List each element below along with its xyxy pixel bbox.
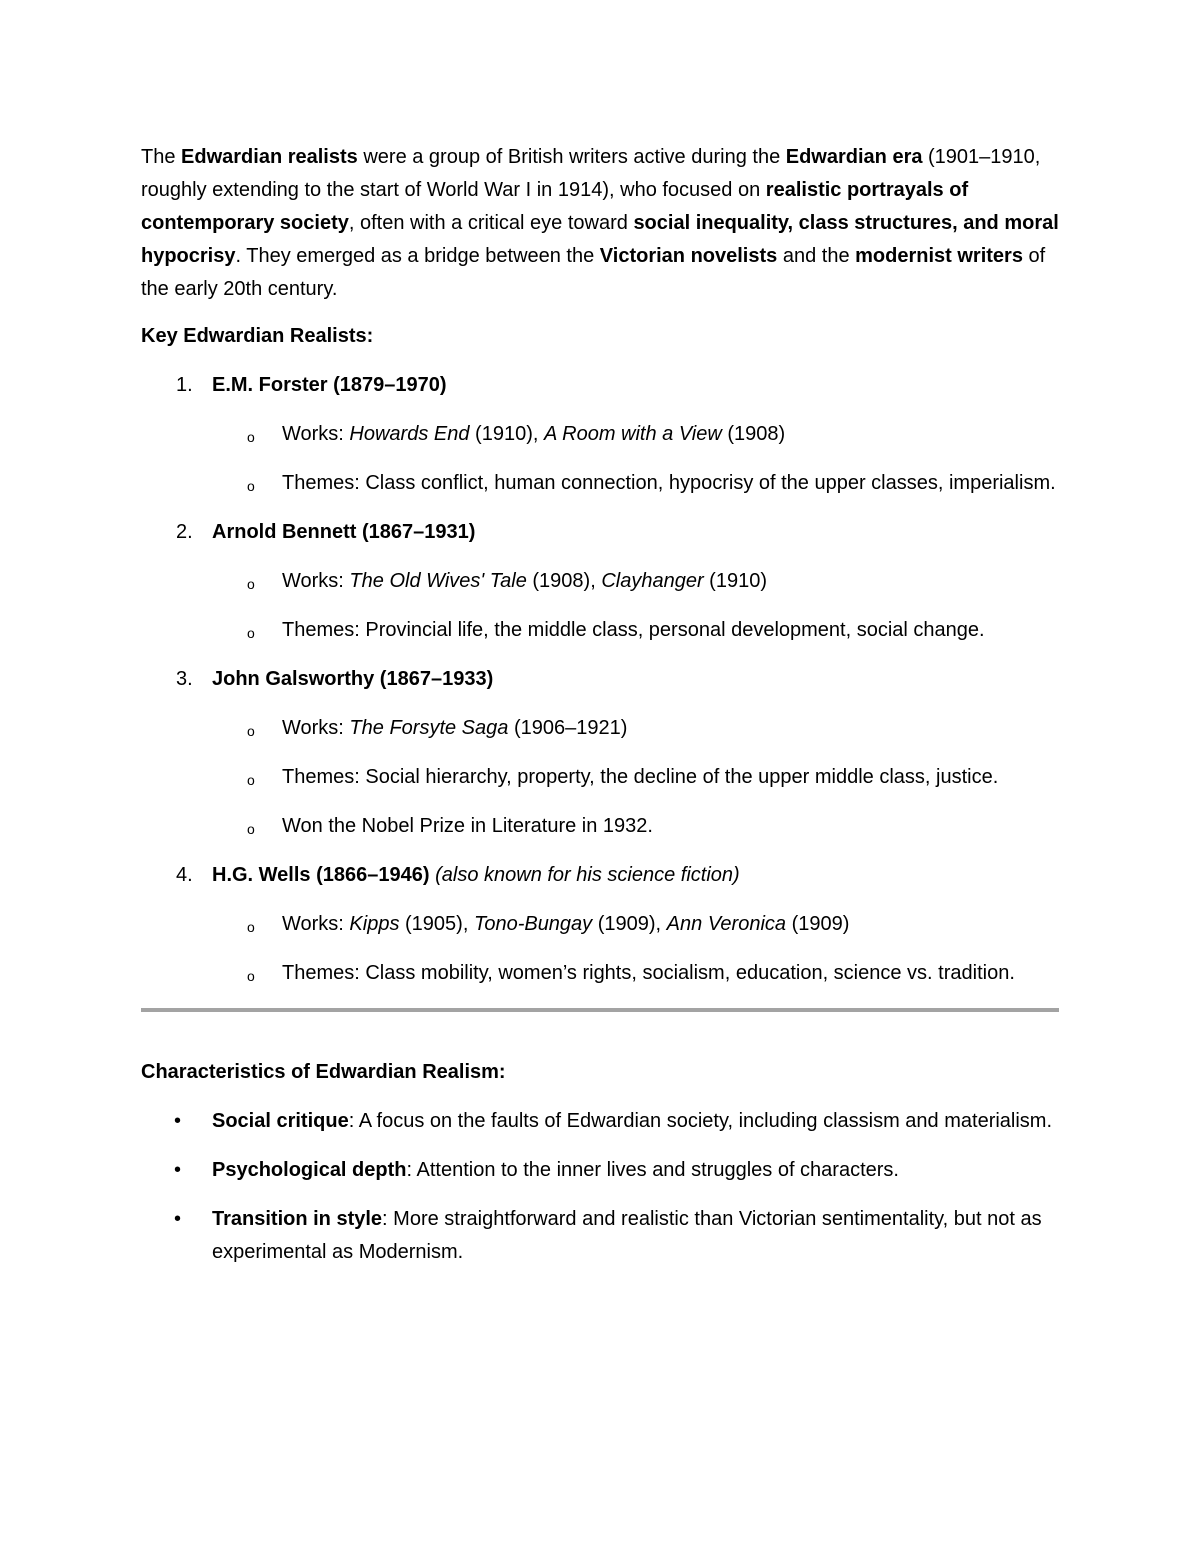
characteristic-text: : Attention to the inner lives and struggles of characters.: [406, 1159, 899, 1181]
intro-bold: modernist writers: [855, 245, 1023, 267]
characteristics-heading: Characteristics of Edwardian Realism:: [141, 1061, 506, 1083]
intro-text: The: [141, 146, 182, 168]
work-title: The Old Wives' Tale: [349, 570, 527, 592]
sub-bullet-icon: o: [247, 478, 255, 494]
works-label: Works:: [282, 717, 350, 739]
author-item: [141, 369, 1061, 402]
bullet-icon: •: [174, 1159, 182, 1181]
bullet-icon: •: [174, 1208, 182, 1230]
intro-text: and the: [777, 245, 856, 267]
key-realists-heading: Key Edwardian Realists:: [141, 325, 374, 347]
works-item: [141, 712, 1061, 745]
sub-bullet-icon: o: [247, 576, 255, 592]
themes-item: [141, 957, 1061, 990]
themes-text: Themes: Provincial life, the middle class, personal development, social change.: [282, 619, 985, 641]
list-number: 4.: [176, 864, 193, 886]
award-item: [141, 810, 1061, 843]
work-title: Ann Veronica: [666, 913, 787, 935]
sub-bullet-icon: o: [247, 772, 255, 788]
author-name: H.G. Wells (1866–1946): [212, 864, 430, 886]
sub-bullet-icon: o: [247, 821, 255, 837]
themes-item: [141, 761, 1061, 794]
works-label: Works:: [282, 423, 350, 445]
work-title: Howards End: [349, 423, 470, 445]
author-item: [141, 859, 1061, 892]
themes-text: Themes: Class mobility, women’s rights, socialism, education, science vs. tradition.: [282, 962, 1015, 984]
work-title: Kipps: [349, 913, 400, 935]
works-item: [141, 565, 1061, 598]
work-title: Tono-Bungay: [473, 913, 593, 935]
horizontal-rule: [141, 1008, 1059, 1012]
works-label: Works:: [282, 570, 350, 592]
intro-text: , often with a critical eye toward: [348, 212, 634, 234]
characteristic-item: [141, 1154, 1061, 1187]
characteristic-text: : More straightforward and realistic than Victorian sentimentality, but not as experimental as Modernism.: [212, 1208, 1042, 1263]
list-number: 2.: [176, 521, 193, 543]
document-body: [141, 141, 1061, 1285]
intro-bold: Victorian novelists: [599, 245, 778, 267]
author-note: (also known for his science fiction): [435, 864, 740, 886]
sub-bullet-icon: o: [247, 919, 255, 935]
intro-text: . They emerged as a bridge between the: [235, 245, 600, 267]
characteristic-term: Psychological depth: [212, 1159, 407, 1181]
work-year: (1905),: [399, 913, 474, 935]
author-item: [141, 516, 1061, 549]
works-label: Works:: [282, 913, 350, 935]
list-number: 3.: [176, 668, 193, 690]
work-title: The Forsyte Saga: [349, 717, 509, 739]
work-year: (1910),: [469, 423, 544, 445]
work-year: (1910): [703, 570, 767, 592]
author-item: [141, 663, 1061, 696]
work-year: (1908): [721, 423, 786, 445]
characteristic-term: Social critique: [212, 1110, 349, 1132]
author-name: John Galsworthy (1867–1933): [212, 668, 494, 690]
work-year: (1909),: [592, 913, 667, 935]
sub-bullet-icon: o: [247, 429, 255, 445]
work-year: (1909): [786, 913, 850, 935]
work-title: A Room with a View: [543, 423, 722, 445]
characteristic-item: [141, 1105, 1061, 1138]
works-item: [141, 908, 1061, 941]
list-number: 1.: [176, 374, 193, 396]
intro-bold: social inequality, class structures, and moral hypocrisy: [141, 212, 1059, 267]
award-text: Won the Nobel Prize in Literature in 1932.: [282, 815, 653, 837]
intro-text: were a group of British writers active during the: [357, 146, 786, 168]
work-title: Clayhanger: [601, 570, 704, 592]
themes-text: Themes: Social hierarchy, property, the decline of the upper middle class, justice.: [282, 766, 999, 788]
author-name: Arnold Bennett (1867–1931): [212, 521, 476, 543]
intro-text: (1901–1910, roughly extending to the start of World War I in 1914), who focused on: [141, 146, 1041, 201]
themes-text: Themes: Class conflict, human connection, hypocrisy of the upper classes, imperialism.: [282, 472, 1056, 494]
characteristic-text: : A focus on the faults of Edwardian society, including classism and materialism.: [348, 1110, 1053, 1132]
work-year: (1906–1921): [508, 717, 628, 739]
themes-item: [141, 467, 1061, 500]
author-name: E.M. Forster (1879–1970): [212, 374, 447, 396]
intro-paragraph: [141, 141, 1061, 306]
bullet-icon: •: [174, 1110, 182, 1132]
characteristic-item: [141, 1203, 1061, 1269]
themes-item: [141, 614, 1061, 647]
intro-text: of the early 20th century.: [141, 245, 1046, 300]
sub-bullet-icon: o: [247, 723, 255, 739]
intro-bold: Edwardian realists: [181, 146, 358, 168]
work-year: (1908),: [526, 570, 602, 592]
sub-bullet-icon: o: [247, 968, 255, 984]
intro-bold: realistic portrayals of contemporary society: [141, 179, 969, 234]
works-item: [141, 418, 1061, 451]
characteristic-term: Transition in style: [212, 1208, 383, 1230]
intro-bold: Edwardian era: [785, 146, 923, 168]
sub-bullet-icon: o: [247, 625, 255, 641]
